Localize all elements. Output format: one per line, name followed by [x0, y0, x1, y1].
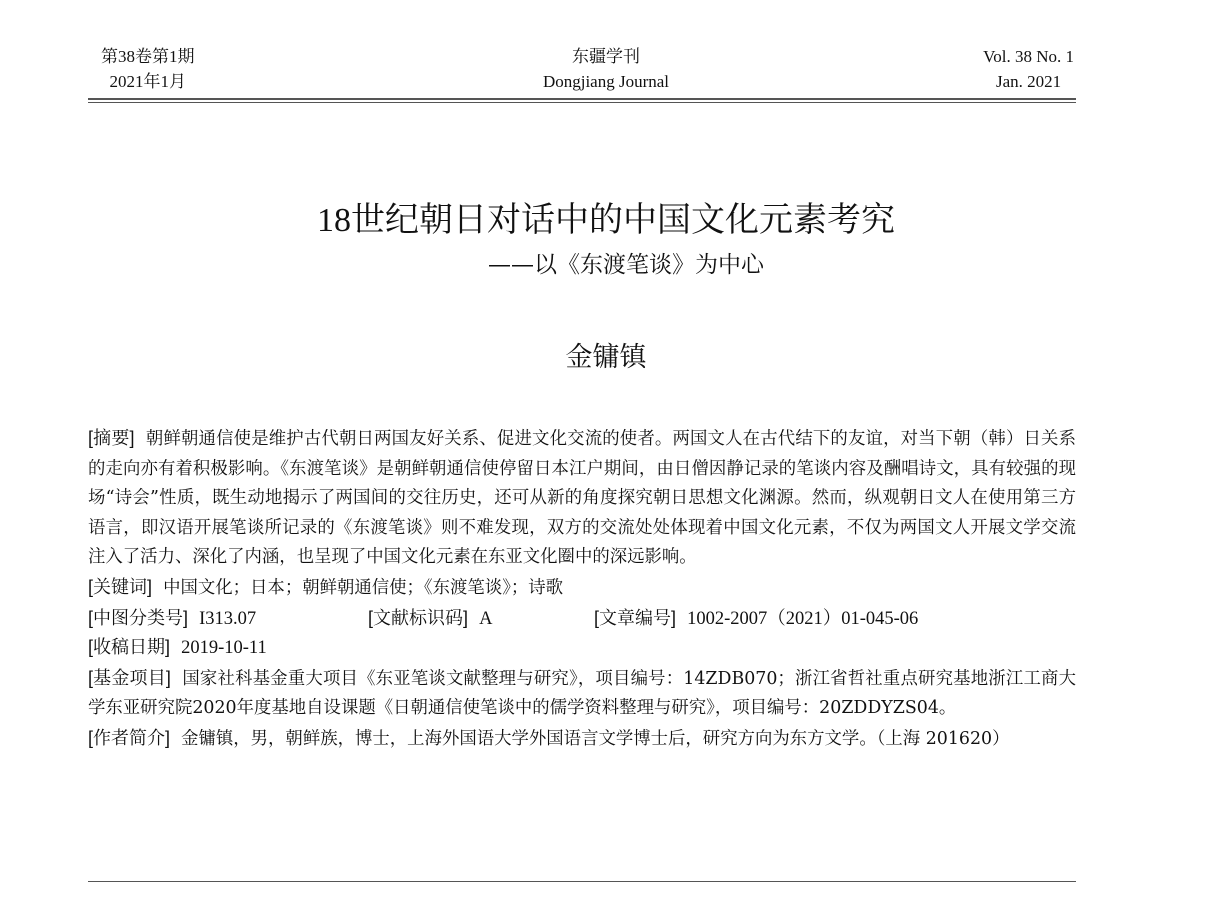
footer-rule: [88, 881, 1076, 882]
classification-row: [88, 604, 1076, 634]
volume-issue-en: Vol. 38 No. 1: [983, 47, 1074, 66]
author-bio-label: [作者简介]: [88, 727, 171, 748]
author-bio-paragraph: [88, 724, 1076, 755]
article-number-field: [594, 604, 918, 635]
clc-label: [中图分类号]: [88, 607, 189, 628]
article-author: 金镛镇: [565, 342, 647, 373]
clc-value: I313.07: [199, 608, 257, 629]
article-number-value: 1002-2007（2021）01-045-06: [687, 608, 919, 629]
author-bio-text: 金镛镇，男，朝鲜族，博士，上海外国语大学外国语言文学博士后，研究方向为东方文学。（上海 201620）: [181, 728, 1010, 749]
abstract-paragraph: [88, 424, 1076, 573]
keywords-paragraph: [88, 573, 1076, 604]
doc-code-label: [文献标识码]: [368, 607, 469, 628]
article-title: 18世纪朝日对话中的中国文化元素考究: [317, 202, 895, 239]
clc-field: [88, 604, 256, 635]
article-subtitle: ——以《东渡笔谈》为中心: [488, 252, 764, 278]
journal-name-en: Dongjiang Journal: [542, 72, 670, 91]
funding-label: [基金项目]: [88, 667, 171, 688]
article-number-label: [文章编号]: [594, 607, 677, 628]
received-paragraph: [88, 633, 1076, 664]
abstract-label: [摘要]: [88, 428, 135, 448]
journal-issue-en: [983, 44, 1074, 94]
doc-code-field: [368, 604, 492, 635]
front-matter: [88, 424, 1076, 755]
keywords-text: 中国文化；日本；朝鲜朝通信使；《东渡笔谈》；诗歌: [163, 577, 564, 598]
received-label: [收稿日期]: [88, 637, 171, 658]
funding-paragraph: [88, 664, 1076, 724]
header-rule-thin: [88, 102, 1076, 103]
abstract-text: 朝鲜朝通信使是维护古代朝日两国友好关系、促进文化交流的使者。两国文人在古代结下的友谊，对当下朝（韩）日关系的走向亦有着积极影响。《东渡笔谈》是朝鲜朝通信使停留日本江户期间，由日僧因静记录的笔谈内容及酬唱诗文，具有较强的现场“诗会”性质，既生动地揭示了两国间的交往历史，还可从新的角度探究朝日思想文化渊源。然而，纵观朝日文人在使用第三方语言，即汉语开展笔谈所记录的《东渡笔谈》则不难发现，双方的交流处处体现着中国文化元素，不仅为两国文人开展文学交流注入了活力、深化了内涵，也呈现了中国文化元素在东亚文化圈中的深远影响。: [88, 429, 1076, 568]
received-date: 2019-10-11: [181, 638, 267, 659]
date-en: Jan. 2021: [995, 72, 1062, 91]
header-rule-thick: [88, 98, 1076, 100]
funding-text: 国家社科基金重大项目《东亚笔谈文献整理与研究》，项目编号：14ZDB070；浙江省哲社重点研究基地浙江工商大学东亚研究院2020年度基地自设课题《日朝通信使笔谈中的儒学资料整理与研究》，项目编号：20ZDDYZS04。: [88, 668, 1076, 719]
doc-code-value: A: [479, 608, 493, 629]
date-cn: 2021年1月: [109, 72, 186, 91]
journal-name-cn: 东疆学刊: [572, 47, 640, 66]
volume-issue-cn: 第38卷第1期: [101, 47, 195, 66]
keywords-label: [关键词]: [88, 576, 153, 597]
